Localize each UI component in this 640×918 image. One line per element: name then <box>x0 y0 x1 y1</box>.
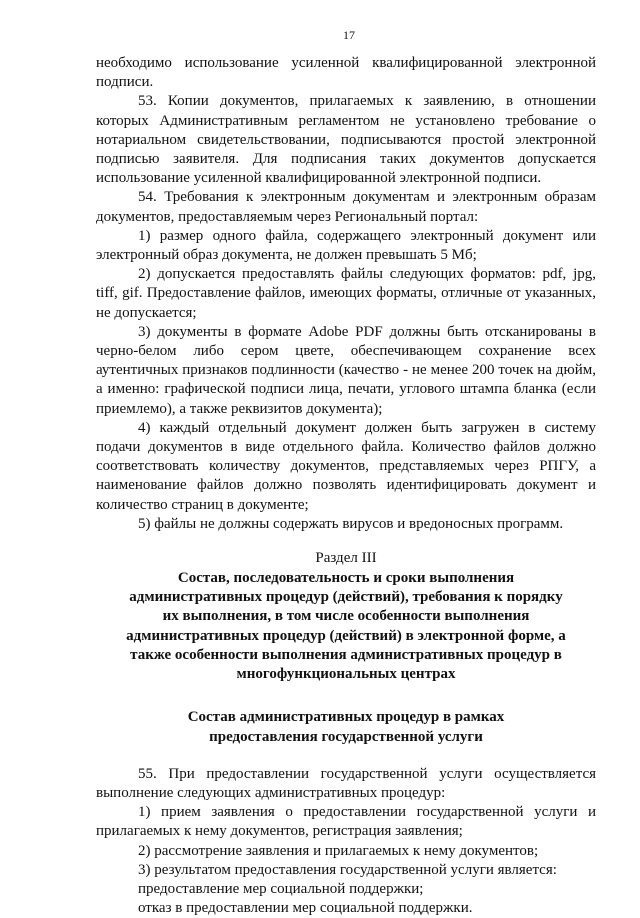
procedure-item-3: 3) результатом предоставления государственной услуги является: <box>138 861 557 878</box>
list-item-4: 4) каждый отдельный документ должен быть загружен в систему подачи документов в виде отдельного файла. Количество файлов должно соответствовать количеству документов, представляемых через РПГУ, а наименование файлов должно позволять идентифицировать документ и количество страниц в документе; <box>96 419 596 513</box>
list-item-1: 1) размер одного файла, содержащего электронный документ или электронный образ документа, не должен превышать 5 Мб; <box>96 227 596 264</box>
paragraph-55: 55. При предоставлении государственной услуги осуществляется выполнение следующих административных процедур: <box>96 765 596 801</box>
subsection-title: Состав административных процедур в рамках предоставления государственной услуги <box>187 709 505 745</box>
list-item-5: 5) файлы не должны содержать вирусов и вредоносных программ. <box>138 515 564 532</box>
result-option-refusal: отказ в предоставлении мер социальной поддержки. <box>138 900 473 917</box>
paragraph-continuation: необходимо использование усиленной квалифицированной электронной подписи. <box>96 55 596 91</box>
list-item-3: 3) документы в формате Adobe PDF должны быть отсканированы в черно-белом либо сером цвете, обеспечивающем сохранение всех аутентичных признаков подлинности (качество - не менее 200 точек на дюйм, а именно: графической подписи лица, печати, углового штампа бланка (если приемлемо), а также реквизитов документа); <box>96 323 596 417</box>
paragraph-54: 54. Требования к электронным документам и электронным образам документов, предоставляемым через Региональный портал: <box>96 189 596 225</box>
procedure-item-2: 2) рассмотрение заявления и прилагаемых к нему документов; <box>138 842 539 859</box>
page-number: 17 <box>343 28 355 42</box>
document-page <box>96 28 596 918</box>
section-label: Раздел III <box>315 550 377 567</box>
section-title: Состав, последовательность и сроки выполнения административных процедур (действий), требования к порядку их выполнения, в том числе особенности выполнения административных процедур (действий) в электронной форме, а также особенности выполнения административных процедур в многофункциональных центрах <box>126 570 566 683</box>
list-item-2: 2) допускается предоставлять файлы следующих форматов: pdf, jpg, tiff, gif. Предоставление файлов, имеющих форматы, отличные от указанных, не допускается; <box>96 266 596 321</box>
paragraph-53: 53. Копии документов, прилагаемых к заявлению, в отношении которых Административным регламентом не установлено требование о нотариальном свидетельствовании, подписываются простой электронной подписью заявителя. Для подписания таких документов допускается использование усиленной квалифицированной электронной подписи. <box>96 93 596 187</box>
result-option-support: предоставление мер социальной поддержки; <box>138 880 424 897</box>
procedure-item-1: 1) прием заявления о предоставлении государственной услуги и прилагаемых к нему документов, регистрация заявления; <box>96 804 596 840</box>
